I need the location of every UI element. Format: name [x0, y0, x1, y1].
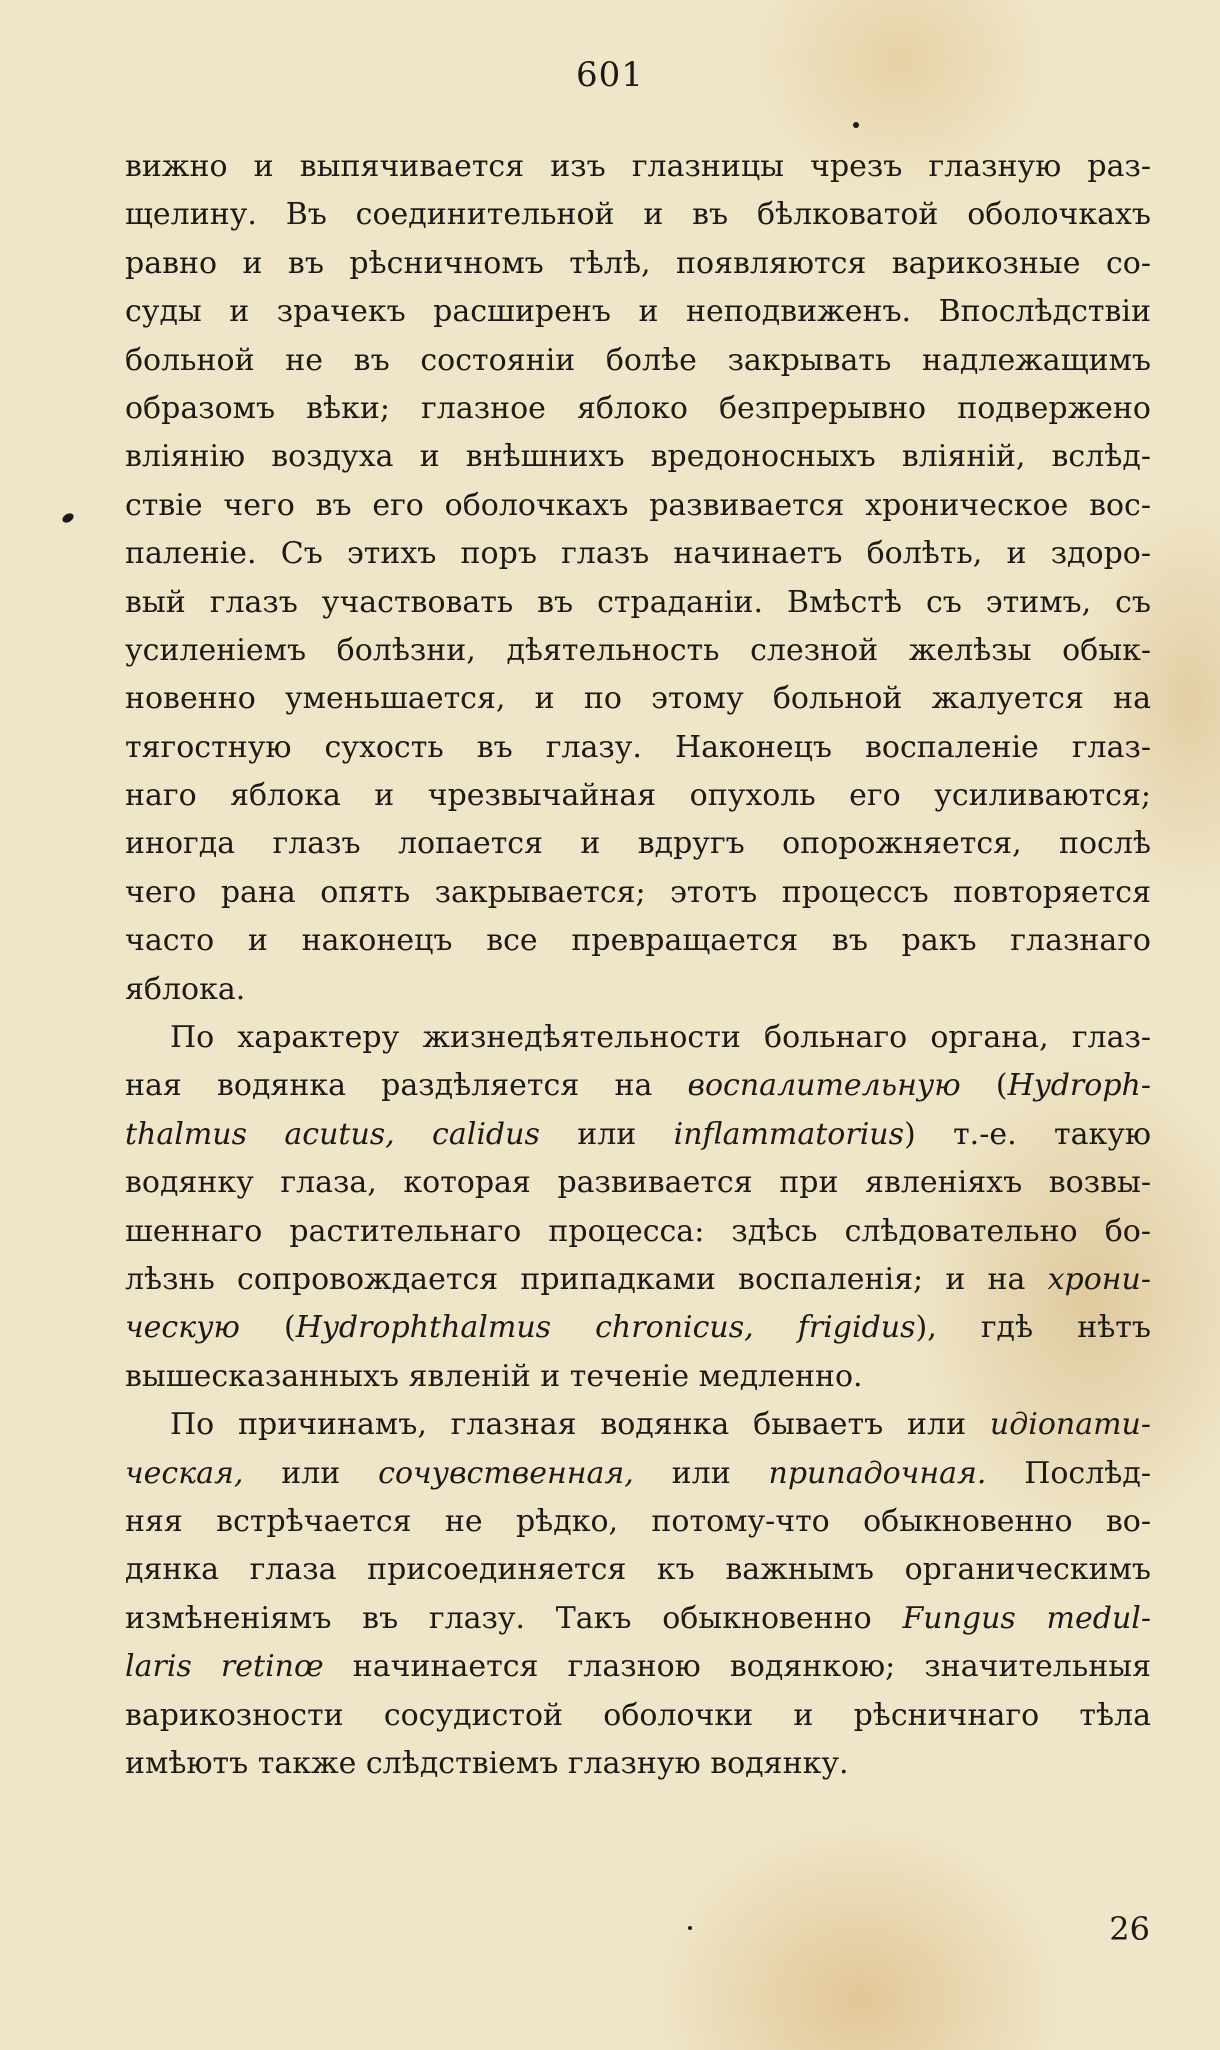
- text-segment: По причинамъ, глазная водянка бываетъ или: [170, 1407, 990, 1443]
- text-line: [125, 433, 1151, 481]
- text-line: [125, 530, 1151, 578]
- text-segment: По характеру жизнедѣятельности больнаго органа, глаз-: [170, 1020, 1151, 1056]
- text-segment: имѣютъ также слѣдствіемъ глазную водянку.: [125, 1745, 849, 1781]
- body-text: [125, 143, 1151, 1788]
- text-segment: (: [960, 1068, 1008, 1104]
- text-segment: новенно уменьшается, и по этому больной жалуется на: [125, 681, 1151, 717]
- italic-text: Hydroph-: [1007, 1068, 1151, 1104]
- text-segment: ная водянка раздѣляется на: [125, 1068, 688, 1104]
- text-line: [125, 1353, 1151, 1401]
- text-line: [125, 1643, 1151, 1691]
- text-segment: образомъ вѣки; глазное яблоко безпрерывно подвержено: [125, 390, 1151, 426]
- italic-text: thalmus acutus, calidus: [125, 1116, 540, 1152]
- text-line: [125, 772, 1151, 820]
- text-segment: больной не въ состояніи болѣе закрывать надлежащимъ: [125, 342, 1151, 378]
- text-line: [125, 1304, 1151, 1352]
- text-segment: вый глазъ участвовать въ страданіи. Вмѣстѣ съ этимъ, съ: [125, 584, 1151, 620]
- text-segment: измѣненіямъ въ глазу. Такъ обыкновенно: [125, 1600, 903, 1636]
- italic-text: laris retinœ: [125, 1649, 324, 1685]
- text-segment: или: [539, 1116, 674, 1152]
- italic-text: Fungus medul-: [902, 1600, 1152, 1636]
- text-line: [125, 288, 1151, 336]
- text-line: [125, 820, 1151, 868]
- text-segment: ) т.-е. такую: [904, 1116, 1151, 1152]
- signature-mark: 26: [1109, 1910, 1150, 1948]
- text-segment: ствіе чего въ его оболочкахъ развивается хроническое вос-: [125, 487, 1151, 523]
- text-line: [125, 966, 1151, 1014]
- text-line: [125, 1595, 1151, 1643]
- italic-text: ческая,: [125, 1455, 244, 1491]
- text-line: [125, 337, 1151, 385]
- text-line: [125, 869, 1151, 917]
- text-line: [125, 1256, 1151, 1304]
- text-segment: няя встрѣчается не рѣдко, потому-что обыкновенно во-: [125, 1503, 1151, 1539]
- text-segment: водянку глаза, которая развивается при явленіяхъ возвы-: [125, 1165, 1151, 1201]
- text-line: [125, 627, 1151, 675]
- text-segment: дянка глаза присоединяется къ важнымъ органическимъ: [125, 1552, 1151, 1588]
- text-segment: варикозности сосудистой оболочки и рѣсничнаго тѣла: [125, 1697, 1151, 1733]
- text-segment: ), гдѣ нѣтъ: [915, 1310, 1151, 1346]
- page-number: 601: [576, 55, 644, 95]
- text-segment: или: [633, 1455, 769, 1491]
- text-line: [125, 1692, 1151, 1740]
- text-segment: суды и зрачекъ расширенъ и неподвиженъ. Впослѣдствіи: [125, 294, 1151, 330]
- text-segment: щелину. Въ соединительной и въ бѣлковатой оболочкахъ: [125, 197, 1151, 233]
- text-line: [125, 1208, 1151, 1256]
- text-line: [125, 1111, 1151, 1159]
- text-segment: усиленіемъ болѣзни, дѣятельность слезной желѣзы обык-: [125, 632, 1151, 668]
- text-line: [125, 917, 1151, 965]
- ink-speck: [688, 1926, 692, 1930]
- text-line: [125, 1401, 1151, 1449]
- text-segment: паленіе. Съ этихъ поръ глазъ начинаетъ болѣть, и здоро-: [125, 536, 1151, 572]
- text-segment: часто и наконецъ все превращается въ ракъ глазнаго: [125, 923, 1151, 959]
- text-line: [125, 1740, 1151, 1788]
- text-line: [125, 579, 1151, 627]
- italic-text: Hydrophthalmus chronicus, frigidus: [295, 1310, 916, 1346]
- text-segment: равно и въ рѣсничномъ тѣлѣ, появляются варикозные со-: [125, 245, 1151, 281]
- italic-text: сочувственная,: [378, 1455, 634, 1491]
- text-segment: лѣзнь сопровождается припадками воспаленія; и на: [125, 1261, 1048, 1297]
- text-line: [125, 1450, 1151, 1498]
- text-line: [125, 240, 1151, 288]
- text-line: [125, 675, 1151, 723]
- text-line: [125, 1498, 1151, 1546]
- text-segment: вижно и выпячивается изъ глазницы чрезъ глазную раз-: [125, 149, 1151, 184]
- text-segment: вліянію воздуха и внѣшнихъ вредоносныхъ вліяній, вслѣд-: [125, 439, 1151, 475]
- italic-text: inflammatorius: [673, 1116, 905, 1152]
- text-line: [125, 1159, 1151, 1207]
- italic-text: идіопати-: [989, 1407, 1151, 1443]
- text-segment: шеннаго растительнаго процесса: здѣсь слѣдовательно бо-: [125, 1213, 1151, 1249]
- text-line: [125, 1546, 1151, 1594]
- italic-text: воспалительную: [687, 1068, 961, 1104]
- text-line: [125, 724, 1151, 772]
- text-segment: иногда глазъ лопается и вдругъ опорожняется, послѣ: [125, 826, 1151, 862]
- italic-text: припадочная.: [768, 1455, 987, 1491]
- text-segment: начинается глазною водянкою; значительныя: [323, 1649, 1152, 1685]
- text-line: [125, 1014, 1151, 1062]
- italic-text: хрони-: [1047, 1261, 1151, 1297]
- text-segment: вышесказанныхъ явленій и теченіе медленно.: [125, 1358, 863, 1394]
- text-line: [125, 482, 1151, 530]
- ink-speck: [853, 122, 859, 128]
- text-segment: (: [239, 1310, 296, 1346]
- text-segment: яблока.: [125, 971, 246, 1007]
- text-segment: или: [243, 1455, 379, 1491]
- text-segment: тягостную сухость въ глазу. Наконецъ воспаленіе глаз-: [125, 729, 1151, 765]
- text-line: [125, 143, 1151, 191]
- text-segment: Послѣд-: [986, 1455, 1151, 1491]
- margin-ink-mark: [61, 512, 75, 525]
- text-line: [125, 1062, 1151, 1110]
- text-segment: чего рана опять закрывается; этотъ процессъ повторяется: [125, 874, 1151, 910]
- text-line: [125, 191, 1151, 239]
- text-segment: наго яблока и чрезвычайная опухоль его усиливаются;: [125, 778, 1151, 814]
- italic-text: ческую: [125, 1310, 240, 1346]
- text-line: [125, 385, 1151, 433]
